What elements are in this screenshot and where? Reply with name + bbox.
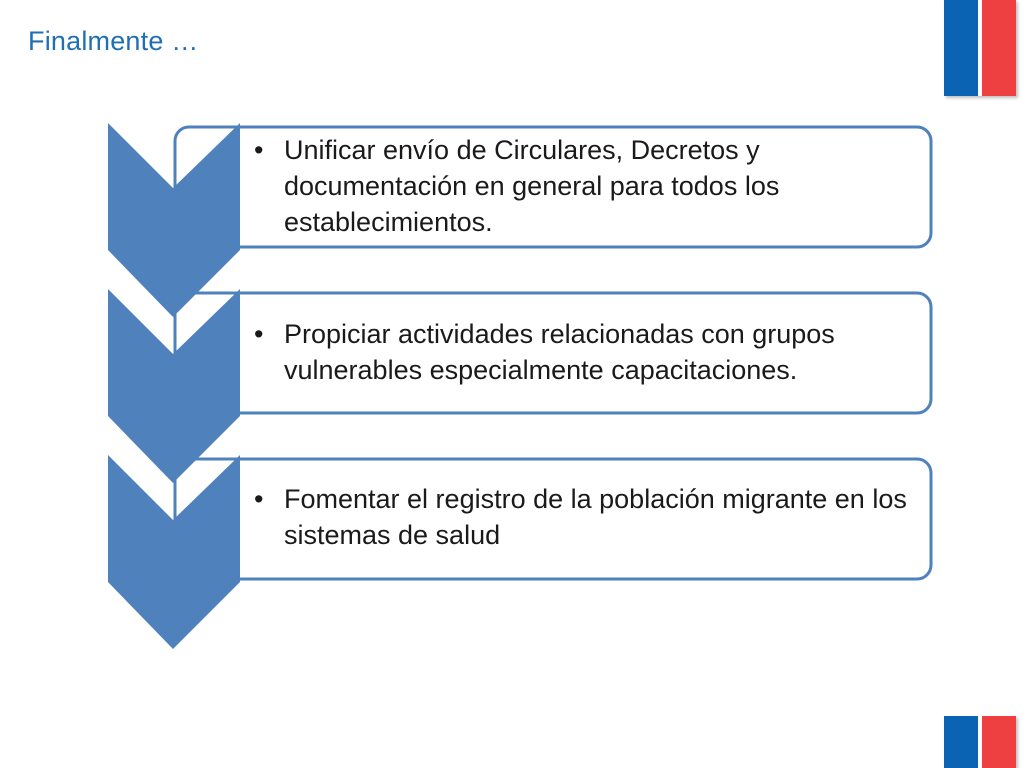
list-item — [252, 481, 920, 553]
list-item-text: Unificar envío de Circulares, Decretos y documentación en general para todos los establecimientos. — [284, 135, 780, 237]
bullet-symbol: • — [254, 135, 264, 165]
list-item — [252, 132, 920, 240]
list-item — [252, 316, 920, 388]
list-item-text: Propiciar actividades relacionadas con grupos vulnerables especialmente capacitaciones. — [284, 319, 835, 385]
slide-title: Finalmente … — [28, 26, 199, 56]
list-item-text: Fomentar el registro de la población migrante en los sistemas de salud — [284, 484, 907, 550]
bullet-symbol: • — [254, 484, 264, 514]
bullet-symbol: • — [254, 319, 264, 349]
